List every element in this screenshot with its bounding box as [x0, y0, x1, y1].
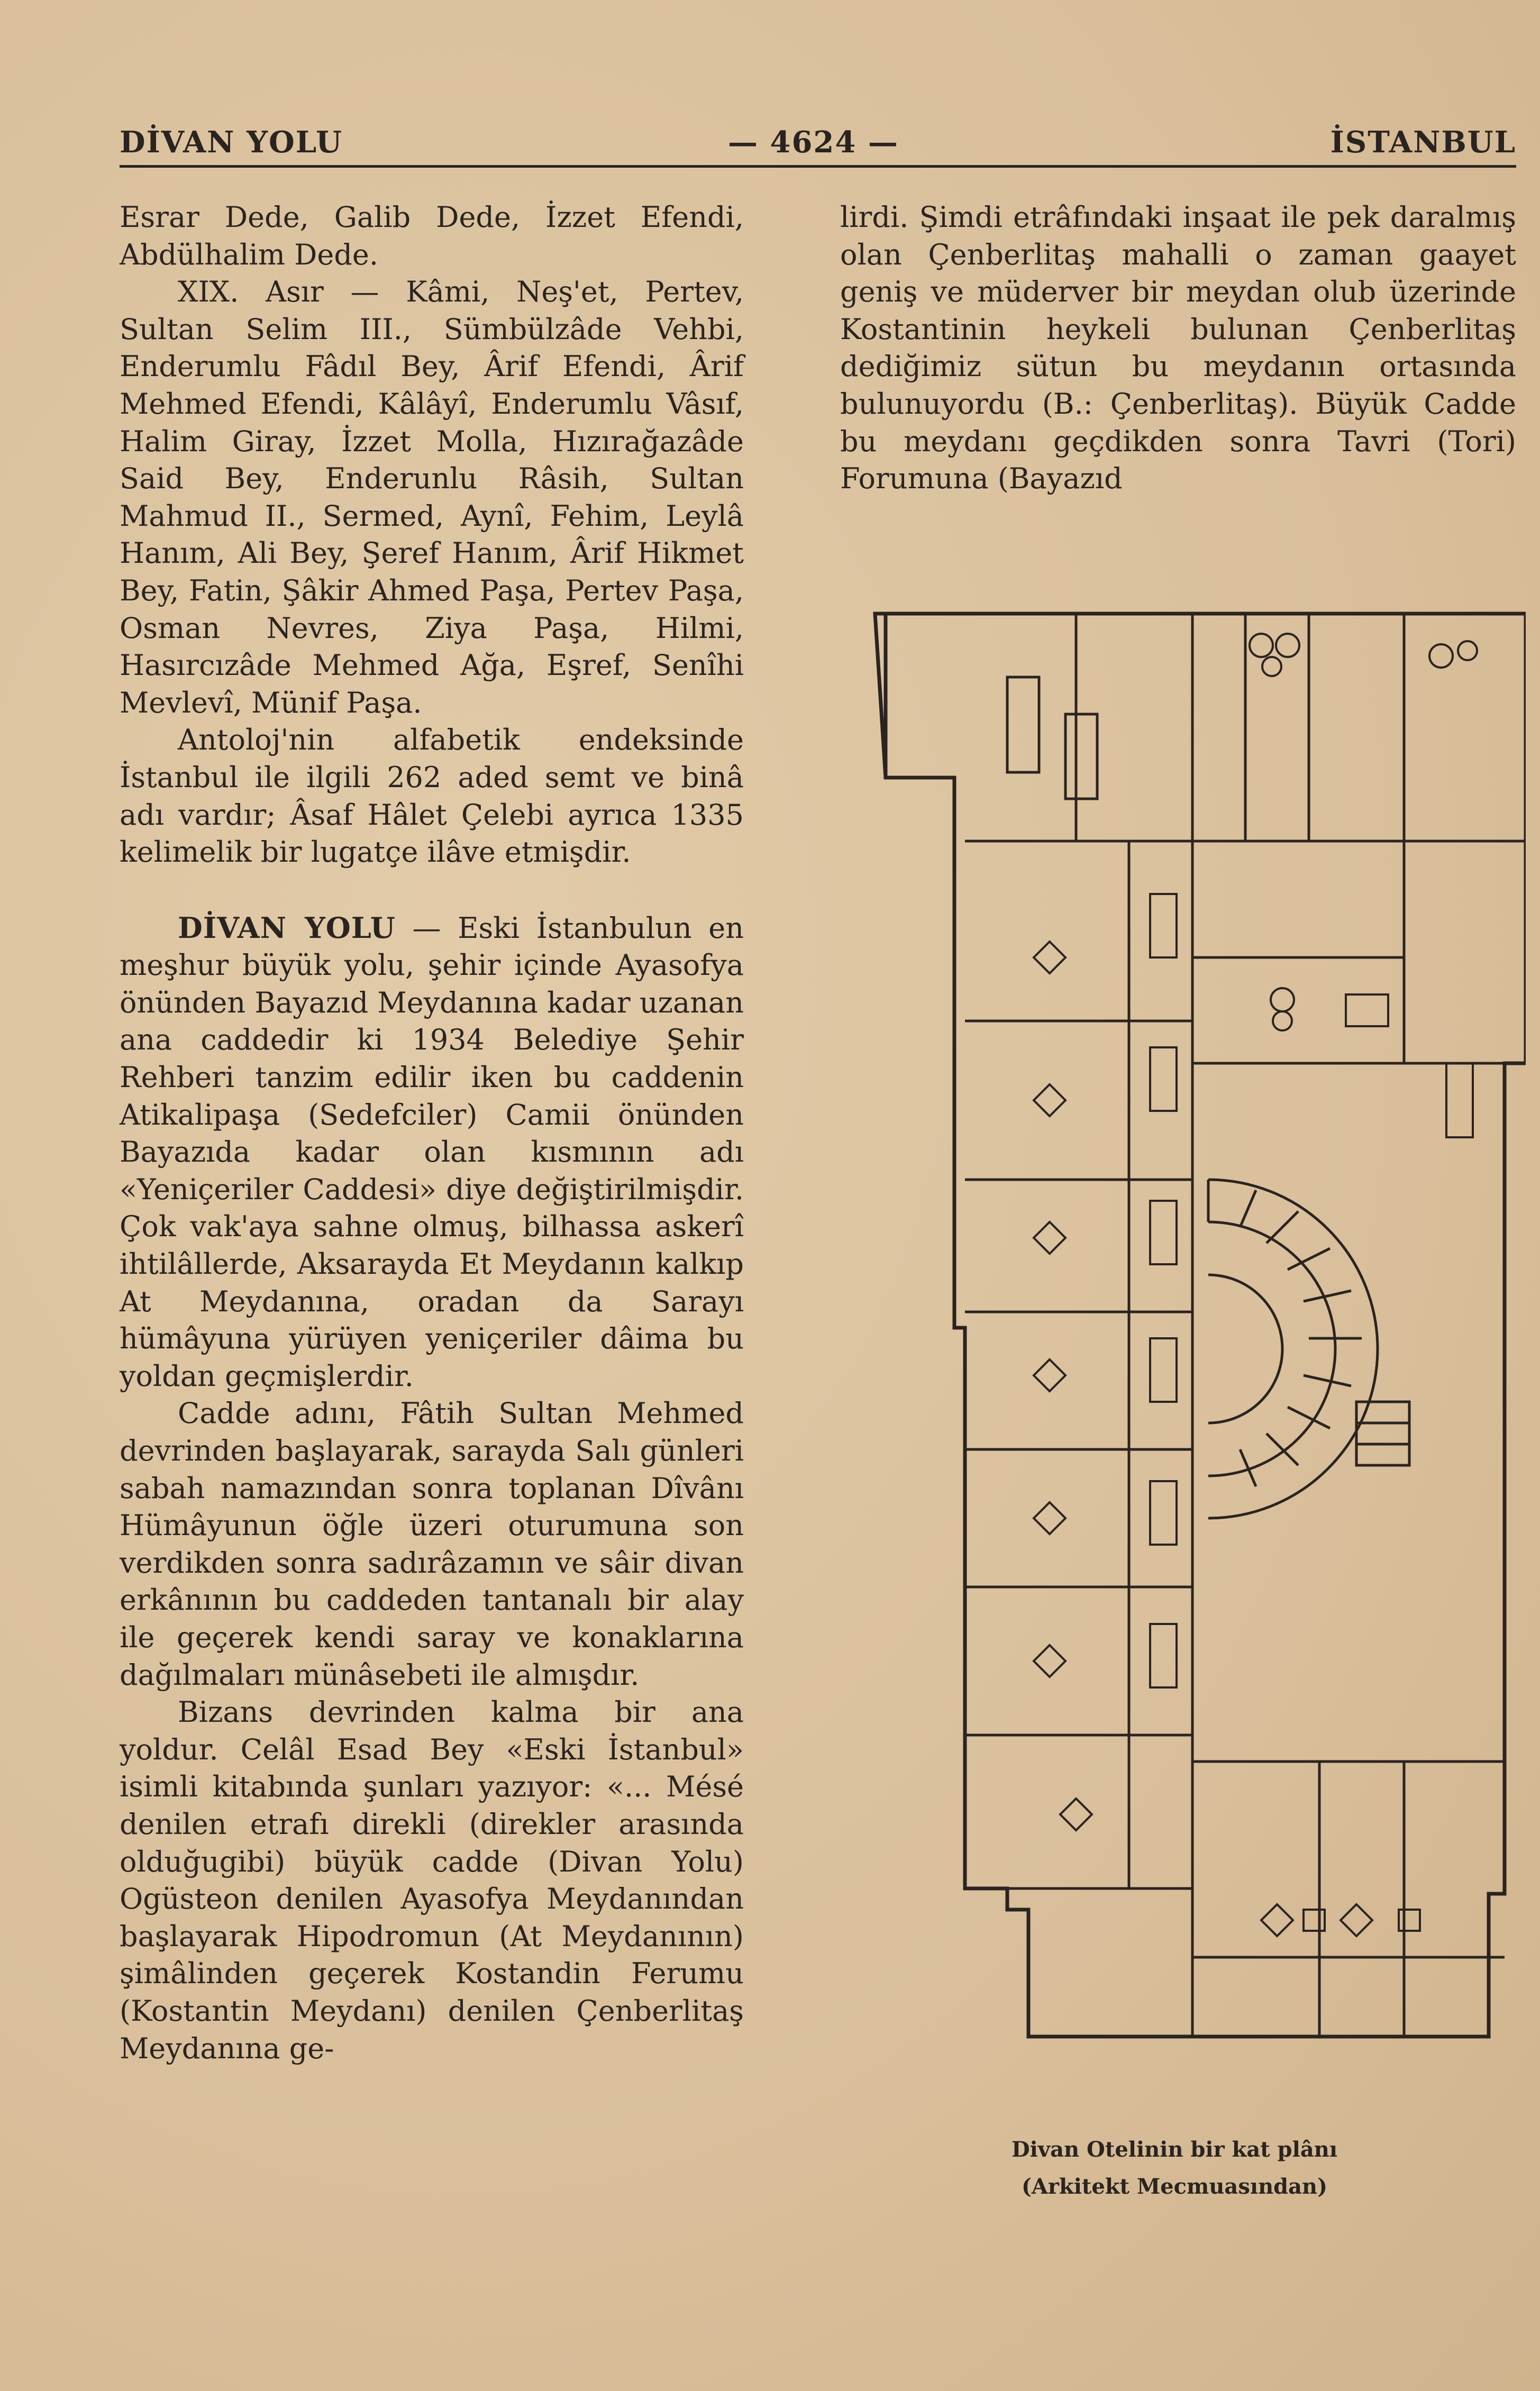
- paragraph: Cadde adını, Fâtih Sultan Mehmed devrinden başlayarak, sarayda Salı günleri sabah namazından sonra toplanan Dîvânı Hümâyunun öğle üzeri oturumuna son verdikden sonra sadırâzamın ve sâir divan erkânının bu caddeden tantanalı bir alay ile geçerek kendi saray ve konaklarına dağılmaları münâsebeti ile almışdır.: [120, 1397, 744, 1692]
- entry-title: DİVAN YOLU: [178, 910, 396, 945]
- header-section-title: DİVAN YOLU: [120, 125, 343, 160]
- hotel-floor-plan: [732, 555, 1526, 2100]
- paragraph: Esrar Dede, Galib Dede, İzzet Efendi, Abdülhalim Dede.: [120, 200, 744, 271]
- plan-outline: [875, 614, 1526, 2037]
- right-wing-rooms: [1192, 614, 1526, 2037]
- header-rule: [120, 165, 1516, 168]
- page-number: — 4624 —: [728, 125, 899, 160]
- spiral-staircase: [1208, 1180, 1378, 1518]
- entry-text: — Eski İstanbulun en meşhur büyük yolu, şehir içinde Ayasofya önünden Bayazıd Meydanına kadar uzanan ana caddedir ki 1934 Belediye Şehir Rehberi tanzim edilir iken bu caddenin Atikalipaşa (Sedefciler) Camii önünden Bayazıda kadar olan kısmının adı «Yeniçeriler Caddesi» diye değiştirilmişdir. Çok vak'aya sahne olmuş, bilhassa askerî ihtilâllerde, Aksarayda Et Meydanın kalkıp At Meydanına, oradan da Sarayı hümâyuna yürüyen yeniçeriler dâima bu yoldan geçmişlerdir.: [120, 911, 744, 1393]
- paragraph: XIX. Asır — Kâmi, Neş'et, Pertev, Sultan Selim III., Sümbülzâde Vehbi, Enderumlu Fâdıl Bey, Ârif Efendi, Ârif Mehmed Efendi, Kâlâyî, Enderumlu Vâsıf, Halim Giray, İzzet Molla, Hızırağazâde Said Bey, Enderunlu Râsih, Sultan Mahmud II., Sermed, Aynî, Fehim, Leylâ Hanım, Ali Bey, Şeref Hanım, Ârif Hikmet Bey, Fatin, Şâkir Ahmed Paşa, Pertev Paşa, Osman Nevres, Ziya Paşa, Hilmi, Hasırcızâde Mehmed Ağa, Eşref, Senîhi Mevlevî, Münif Paşa.: [120, 275, 744, 719]
- entry-paragraph: [120, 909, 744, 1395]
- running-header: [120, 125, 1516, 167]
- paragraph: lirdi. Şimdi etrâfındaki inşaat ile pek daralmış olan Çenberlitaş mahalli o zaman gaayet geniş ve müderver bir meydan olub üzerinde Kostantinin heykeli bulunan Çenberlitaş dediğimiz sütun bu meydanın ortasında bulunuyordu (B.: Çenberlitaş). Büyük Cadde bu meydanı geçdikden sonra Tavri (Tori) Forumuna (Bayazıd: [840, 200, 1516, 496]
- left-column: [120, 199, 744, 2067]
- paragraph: Antoloj'nin alfabetik endeksinde İstanbul ile ilgili 262 aded semt ve binâ adı vardır; Âsaf Hâlet Çelebi ayrıca 1335 kelimelik bir lugatçe ilâve etmişdir.: [120, 723, 744, 869]
- header-volume-title: İSTANBUL: [1330, 125, 1516, 160]
- right-column: [840, 199, 1516, 498]
- left-wing-rooms: [965, 614, 1192, 2037]
- paragraph: Bizans devrinden kalma bir ana yoldur. Celâl Esad Bey «Eski İstanbul» isimli kitabında şunları yazıyor: «... Mésé denilen etrafı direkli (direkler arasında olduğugibi) büyük cadde (Divan Yolu) Ogüsteon denilen Ayasofya Meydanından başlayarak Hipodromun (At Meydanının) şimâlinden geçerek Kostandin Ferumu (Kostantin Meydanı) denilen Çenberlitaş Meydanına ge-: [120, 1695, 744, 2065]
- figure-source: (Arkitekt Mecmuasından): [1021, 2174, 1328, 2199]
- figure-caption: Divan Otelinin bir kat plânı: [1011, 2137, 1338, 2162]
- furniture: [1034, 634, 1477, 1936]
